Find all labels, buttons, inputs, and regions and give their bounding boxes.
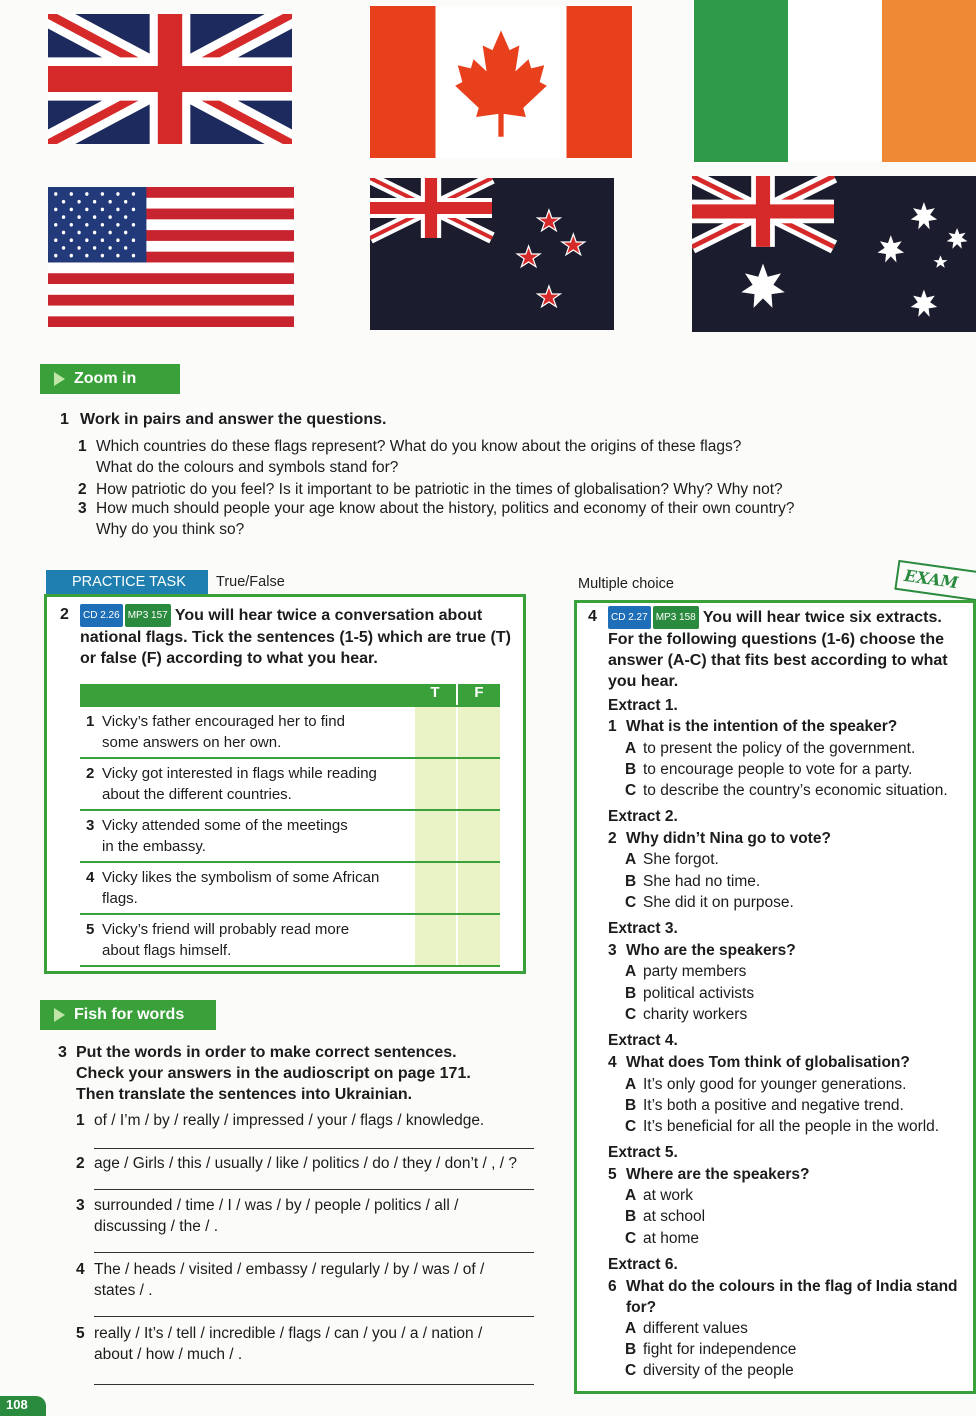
order-item-5: 5 really / It’s / tell / incredible / flags / can / you / a / nation / about / how / much / . [76,1325,483,1363]
answer-line[interactable] [94,1384,534,1385]
extract-2-label: Extract 2. [608,808,678,825]
tick-cell-f[interactable] [457,862,500,914]
exercise-2-title: 2 CD 2.26 MP3 157 You will hear twice a conversation about national flags. Tick the sentences (1-5) which are true (T) or false (F) according to what you hear. [60,606,511,667]
mc-question-2: 2 Why didn’t Nina go to vote? [608,830,831,847]
exercise-1-title: 1 Work in pairs and answer the questions. [60,411,387,428]
zoom-question-1: 1 Which countries do these flags represent? What do you know about the origins of these flags? What do the colours and symbols stand for? [78,438,742,476]
order-item-2: 2 age / Girls / this / usually / like / politics / do / they / don’t / , / ? [76,1155,517,1172]
tick-cell-t[interactable] [414,706,457,758]
mc-question-1: 1 What is the intention of the speaker? [608,718,898,735]
column-t: T [414,684,457,706]
option-a[interactable]: A at work [625,1187,693,1204]
true-false-table [80,684,500,967]
tick-cell-t[interactable] [414,862,457,914]
option-a[interactable]: A party members [625,963,747,980]
tick-cell-f[interactable] [457,758,500,810]
tick-cell-t[interactable] [414,758,457,810]
flag-united-states [48,187,294,327]
extract-3-label: Extract 3. [608,920,678,937]
column-f: F [457,684,500,706]
exam-stamp: EXAM [894,560,976,602]
flag-australia [692,176,976,332]
tick-cell-t[interactable] [414,914,457,966]
cd-badge: CD 2.27 [608,606,651,629]
extract-1-label: Extract 1. [608,697,678,714]
option-c[interactable]: C charity workers [625,1006,748,1023]
table-row: 5 Vicky’s friend will probably read more about flags himself. [80,914,500,966]
mc-question-4: 4 What does Tom think of globalisation? [608,1054,910,1071]
answer-line[interactable] [94,1189,534,1190]
mp3-badge: MP3 158 [653,606,699,629]
flag-canada [370,6,632,158]
zoom-question-3: 3 How much should people your age know about the history, politics and economy of their own country? Why do you think so? [78,500,795,538]
task-type: True/False [216,574,285,590]
exercise-4-title: 4 CD 2.27 MP3 158 You will hear twice six extracts. For the following questions (1-6) choose the answer (A-C) that fits best according to what you hear. [588,608,948,690]
option-b[interactable]: B It’s both a positive and negative trend. [625,1097,904,1114]
answer-line[interactable] [94,1252,534,1253]
tick-cell-f[interactable] [457,810,500,862]
mp3-badge: MP3 157 [125,604,171,627]
answer-line[interactable] [94,1148,534,1149]
option-c[interactable]: C It’s beneficial for all the people in the world. [625,1118,940,1135]
flag-united-kingdom [48,14,292,144]
option-a[interactable]: A to present the policy of the government. [625,740,916,757]
option-a[interactable]: A She forgot. [625,851,719,868]
mc-question-5: 5 Where are the speakers? [608,1166,810,1183]
fish-for-words-banner: Fish for words [40,1000,216,1030]
zoom-in-banner [40,364,180,394]
order-item-3: 3 surrounded / time / I / was / by / people / politics / all / discussing / the / . [76,1197,459,1235]
option-b[interactable]: B fight for independence [625,1341,797,1358]
table-row: 2 Vicky got interested in flags while reading about the different countries. [80,758,500,810]
exercise-3-title: 3 Put the words in order to make correct sentences. Check your answers in the audioscript on page 171. Then translate the sentences into Ukrainian. [58,1044,471,1103]
task-type-label: Multiple choice [578,576,674,592]
cd-badge: CD 2.26 [80,604,123,627]
tick-cell-f[interactable] [457,706,500,758]
mc-question-3: 3 Who are the speakers? [608,942,796,959]
table-row: 3 Vicky attended some of the meetings in the embassy. [80,810,500,862]
flag-new-zealand [370,178,614,330]
option-b[interactable]: B to encourage people to vote for a party. [625,761,913,778]
tick-cell-t[interactable] [414,810,457,862]
play-icon [54,1008,65,1022]
tick-cell-f[interactable] [457,914,500,966]
extract-4-label: Extract 4. [608,1032,678,1049]
table-row: 4 Vicky likes the symbolism of some African flags. [80,862,500,914]
answer-line[interactable] [94,1316,534,1317]
option-a[interactable]: A It’s only good for younger generations. [625,1076,907,1093]
page-number: 108 [0,1396,46,1416]
practice-task-tab: PRACTICE TASK True/False [46,570,208,594]
option-a[interactable]: A different values [625,1320,748,1337]
option-c[interactable]: C at home [625,1230,700,1247]
flag-ireland [694,0,976,162]
zoom-in-label: Zoom in [74,370,137,387]
option-b[interactable]: B at school [625,1208,706,1225]
option-b[interactable]: B She had no time. [625,873,761,890]
option-c[interactable]: C She did it on purpose. [625,894,794,911]
order-item-4: 4 The / heads / visited / embassy / regularly / by / was / of / states / . [76,1261,485,1299]
option-b[interactable]: B political activists [625,985,755,1002]
zoom-question-2: 2 How patriotic do you feel? Is it important to be patriotic in the times of globalisation? Why? Why not? [78,481,783,498]
option-c[interactable]: C to describe the country’s economic situation. [625,782,948,799]
exercise-number: 1 [60,411,69,428]
extract-5-label: Extract 5. [608,1144,678,1161]
play-icon [54,372,65,386]
option-c[interactable]: C diversity of the people [625,1362,794,1379]
extract-6-label: Extract 6. [608,1256,678,1273]
table-row: 1 Vicky’s father encouraged her to find some answers on her own. [80,706,500,758]
mc-question-6: 6 What do the colours in the flag of India stand for? [608,1278,958,1316]
order-item-1: 1 of / I’m / by / really / impressed / your / flags / knowledge. [76,1112,485,1129]
